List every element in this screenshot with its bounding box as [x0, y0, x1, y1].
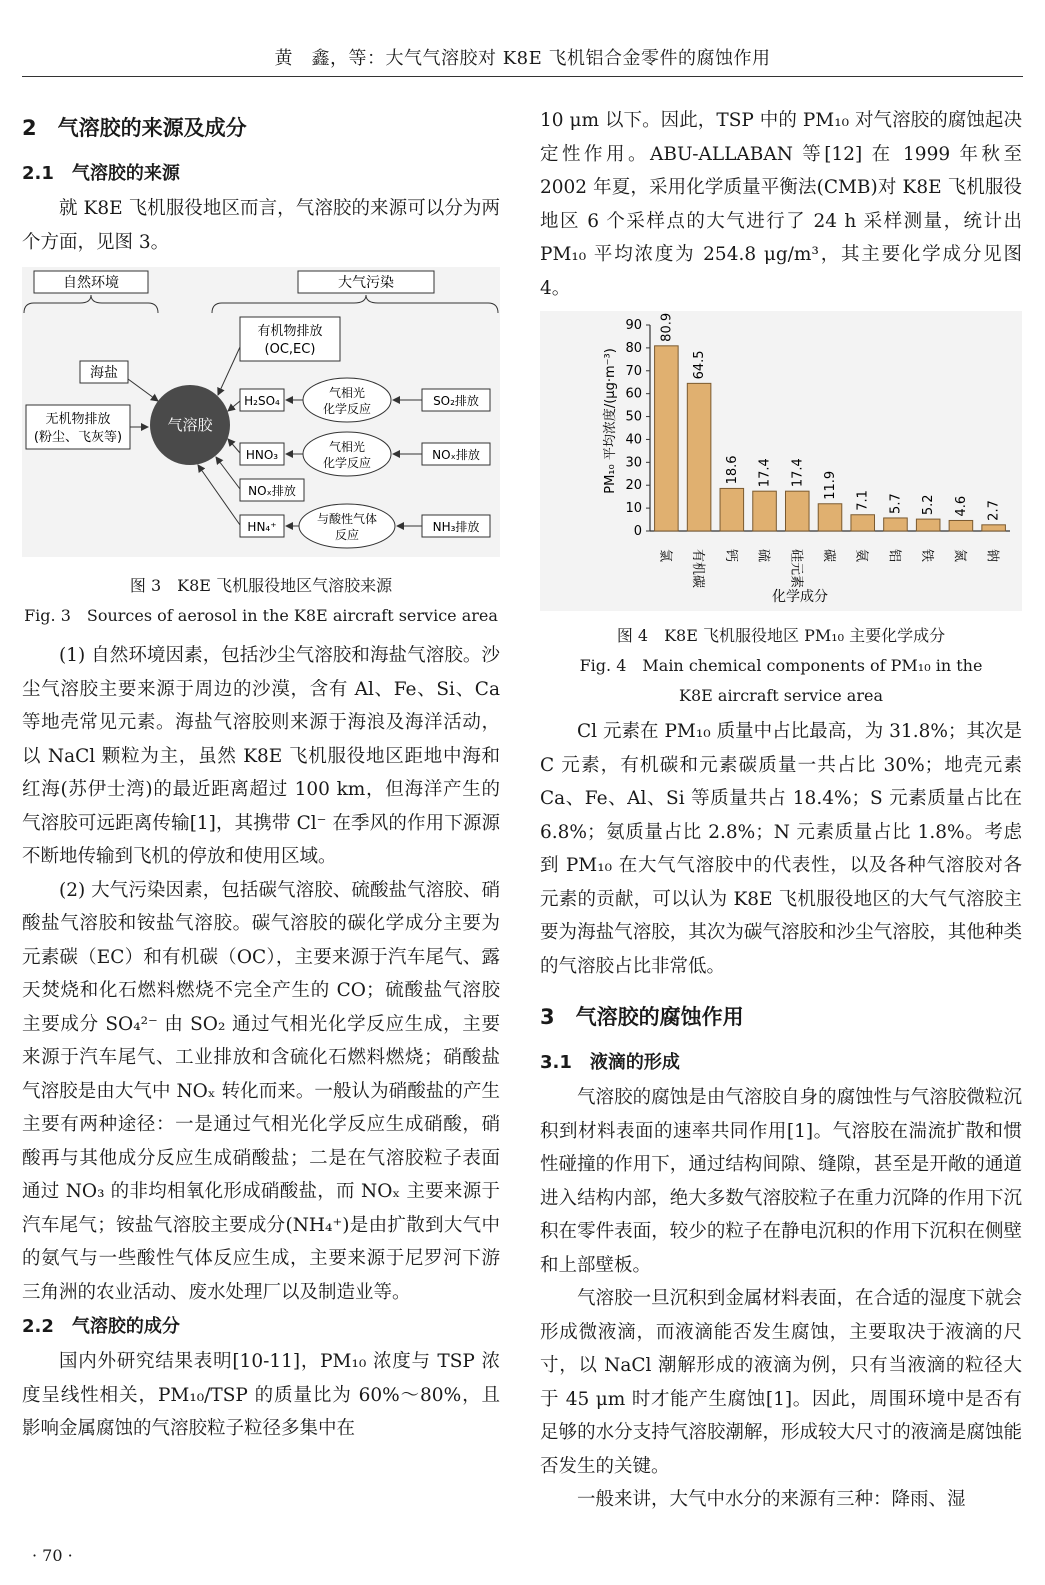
sea-salt-label: 海盐: [90, 365, 118, 381]
figure-3-diagram: [22, 267, 500, 557]
chart-y-tick-label: 10: [625, 501, 642, 517]
chart-bar: [785, 491, 809, 531]
chart-data-label: 2.7: [986, 500, 1002, 521]
organic-label: 有机物排放: [257, 324, 323, 339]
photochem-2-sub-label: 化学反应: [322, 456, 372, 470]
section-3-title: 3 气溶胶的腐蚀作用: [540, 1005, 744, 1029]
nh3-label: NH₃排放: [432, 520, 480, 534]
hn4-label: HN₄⁺: [247, 520, 277, 534]
chart-data-label: 7.1: [855, 490, 871, 511]
hno3-label: HNO₃: [245, 448, 279, 462]
chart-bar: [884, 518, 908, 531]
right-column: [540, 104, 1022, 1517]
aerosol-center-label: 气溶胶: [167, 416, 213, 434]
chart-bar: [949, 520, 973, 531]
paragraph-composition: 国内外研究结果表明[10-11]，PM₁₀ 浓度与 TSP 浓度呈线性相关，PM₁₀/TSP 的质量比为 60%～80%，且影响金属腐蚀的气溶胶粒子粒径多集中在: [22, 1351, 500, 1439]
chart-data-label: 17.4: [757, 458, 773, 488]
chart-category-label: 氮: [951, 549, 967, 563]
paragraph-continued: 10 μm 以下。因此，TSP 中的 PM₁₀ 对气溶胶的腐蚀起决定性作用。ABU-ALLABAN 等[12] 在 1999 年秋至 2002 年夏，采用化学质量平衡法(CMB)对 K8E 飞机服役地区 6 个采样点的大气进行了 24 h 采样测量，统计出 PM₁₀ 平均浓度为 254.8 μg/m³，其主要化学成分见图 4。: [540, 110, 1022, 299]
organic-sub-label: (OC,EC): [264, 342, 316, 357]
figure-3-caption-en: Fig. 3 Sources of aerosol in the K8E aircraft service area: [24, 606, 498, 625]
subsection-2-1-title: 2.1 气溶胶的来源: [22, 163, 180, 184]
natural-env-label: 自然环境: [63, 275, 119, 291]
pollution-label: 大气污染: [338, 275, 394, 291]
so2-label: SO₂排放: [433, 394, 479, 408]
chart-category-label: 有机碳: [690, 549, 706, 589]
chart-data-label: 80.9: [659, 312, 675, 342]
chart-y-tick-label: 70: [625, 363, 642, 379]
page-number: · 70 ·: [32, 1546, 73, 1565]
chart-data-label: 5.7: [888, 493, 904, 514]
acid-gas-label: 与酸性气体: [316, 512, 378, 526]
nox-emission-label: NOₓ排放: [248, 484, 296, 498]
chart-category-label: 铝: [886, 549, 902, 563]
chart-category-label: 氯: [657, 549, 673, 563]
photochem-2-label: 气相光: [328, 440, 366, 454]
inorganic-sub-label: (粉尘、飞灰等): [33, 430, 123, 445]
photochem-1-sub-label: 化学反应: [322, 402, 372, 416]
photochem-1-label: 气相光: [328, 386, 366, 400]
chart-y-tick-label: 80: [625, 340, 642, 356]
chart-x-axis-label: 化学成分: [772, 589, 828, 605]
chart-category-label: 碳: [821, 549, 836, 563]
chart-category-label: 硅元素: [788, 549, 804, 589]
left-column: [22, 100, 500, 1446]
chart-y-tick-label: 30: [625, 455, 642, 471]
chart-data-label: 18.6: [724, 455, 740, 485]
chart-category-label: 铁: [919, 549, 935, 563]
nox-label: NOₓ排放: [432, 448, 480, 462]
chart-bar: [982, 525, 1006, 531]
chart-data-label: 5.2: [921, 494, 937, 516]
inorganic-label: 无机物排放: [45, 412, 111, 427]
chart-category-label: 钠: [984, 549, 1000, 563]
subsection-3-1-title: 3.1 液滴的形成: [540, 1052, 680, 1073]
paragraph-pollution-factors: (2) 大气污染因素，包括碳气溶胶、硫酸盐气溶胶、硝酸盐气溶胶和铵盐气溶胶。碳气溶胶的碳化学成分主要为元素碳（EC）和有机碳（OC），主要来源于汽车尾气、露天焚烧和化石燃料燃烧不完全产生的 CO；硫酸盐气溶胶主要成分 SO₄²⁻ 由 SO₂ 通过气相光化学反应生成，主要来源于汽车尾气、工业排放和含硫化石燃料燃烧；硝酸盐气溶胶是由大气中 NOₓ 转化而来。一般认为硝酸盐的产生主要有两种途径：一是通过气相光化学反应生成硝酸，硝酸再与其他成分反应生成硝酸盐；二是在气溶胶粒子表面通过 NO₃ 的非均相氧化形成硝酸盐，而 NOₓ 主要来源于汽车尾气；铵盐气溶胶主要成分(NH₄⁺)是由扩散到大气中的氨气与一些酸性气体反应生成，主要来源于尼罗河下游三角洲的农业活动、废水处理厂以及制造业等。: [22, 879, 500, 1303]
chart-data-label: 4.6: [953, 495, 969, 517]
chart-y-tick-label: 90: [625, 318, 642, 333]
figure-4-bar-chart: [540, 311, 1022, 611]
paragraph-natural-factors: (1) 自然环境因素，包括沙尘气溶胶和海盐气溶胶。沙尘气溶胶主要来源于周边的沙漠，含有 Al、Fe、Si、Ca 等地壳常见元素。海盐气溶胶则来源于海浪及海洋活动，以 NaCl 颗粒为主，虽然 K8E 飞机服役地区距地中海和红海(苏伊士湾)的最近距离超过 100 km，但海洋产生的气溶胶可远距离传输[1]，其携带 Cl⁻ 在季风的作用下源源不断地传输到飞机的停放和使用区域。: [22, 645, 500, 867]
chart-y-axis-label: PM₁₀ 平均浓度/(μg·m⁻³): [603, 348, 618, 494]
figure-4-caption-en-line1: Fig. 4 Main chemical components of PM₁₀ in the: [579, 656, 983, 675]
running-header: 黄 鑫，等：大气气溶胶对 K8E 飞机铝合金零件的腐蚀作用: [274, 48, 771, 69]
paragraph-moisture-sources: 一般来讲，大气中水分的来源有三种：降雨、湿: [577, 1489, 966, 1510]
section-2-title: 2 气溶胶的来源及成分: [22, 116, 247, 140]
chart-bar: [687, 383, 711, 531]
intro-paragraph: 就 K8E 飞机服役地区而言，气溶胶的来源可以分为两个方面，见图 3。: [22, 198, 500, 253]
figure-3-caption-cn: 图 3 K8E 飞机服役地区气溶胶来源: [129, 576, 393, 595]
chart-bar: [916, 519, 940, 531]
chart-bar: [720, 488, 744, 531]
chart-bar: [753, 491, 777, 531]
chart-category-label: 氨: [853, 549, 869, 563]
acid-gas-sub-label: 反应: [334, 528, 360, 542]
chart-y-tick-label: 40: [625, 432, 642, 448]
chart-bar: [818, 504, 842, 531]
chart-y-tick-label: 0: [633, 524, 642, 539]
h2so4-label: H₂SO₄: [244, 394, 280, 408]
paragraph-corrosion-mechanism: 气溶胶的腐蚀是由气溶胶自身的腐蚀性与气溶胶微粒沉积到材料表面的速率共同作用[1]。气溶胶在湍流扩散和惯性碰撞的作用下，通过结构间隙、缝隙，甚至是开敞的通道进入结构内部，绝大多数气溶胶粒子在重力沉降的作用下沉积在零件表面，较少的粒子在静电沉积的作用下沉积在侧壁和上部壁板。: [540, 1087, 1022, 1276]
chart-y-tick-label: 60: [625, 386, 642, 402]
figure-4-caption-en-line2: K8E aircraft service area: [679, 686, 883, 705]
chart-bar: [655, 346, 679, 531]
paragraph-element-shares: Cl 元素在 PM₁₀ 质量中占比最高，为 31.8%；其次是 C 元素，有机碳和元素碳质量一共占比 30%；地壳元素 Ca、Fe、Al、Si 等质量共占 18.4%；S 元素质量占比在 6.8%；氨质量占比 2.8%；N 元素质量占比 1.8%。考虑到 PM₁₀ 在大气气溶胶中的代表性，以及各种气溶胶对各元素的贡献，可以认为 K8E 飞机服役地区的大气气溶胶主要为海盐气溶胶，其次为碳气溶胶和沙尘气溶胶，其他种类的气溶胶占比非常低。: [540, 721, 1022, 977]
chart-category-label: 钙: [722, 549, 738, 563]
chart-bar: [851, 515, 875, 531]
figure-4-caption-cn: 图 4 K8E 飞机服役地区 PM₁₀ 主要化学成分: [616, 626, 946, 645]
paragraph-droplet-formation: 气溶胶一旦沉积到金属材料表面，在合适的湿度下就会形成微液滴，而液滴能否发生腐蚀，主要取决于液滴的尺寸，以 NaCl 潮解形成的液滴为例，只有当液滴的粒径大于 45 μm 时才能产生腐蚀[1]。因此，周围环境中是否有足够的水分支持气溶胶潮解，形成较大尺寸的液滴是腐蚀能否发生的关键。: [540, 1288, 1022, 1477]
chart-data-label: 11.9: [823, 470, 838, 500]
chart-data-label: 64.5: [692, 350, 708, 380]
chart-category-label: 硫: [755, 549, 771, 563]
chart-y-tick-label: 20: [625, 478, 642, 494]
chart-data-label: 17.4: [790, 458, 806, 488]
subsection-2-2-title: 2.2 气溶胶的成分: [22, 1316, 180, 1337]
header-rule: [22, 76, 1023, 77]
chart-y-tick-label: 50: [625, 409, 642, 425]
